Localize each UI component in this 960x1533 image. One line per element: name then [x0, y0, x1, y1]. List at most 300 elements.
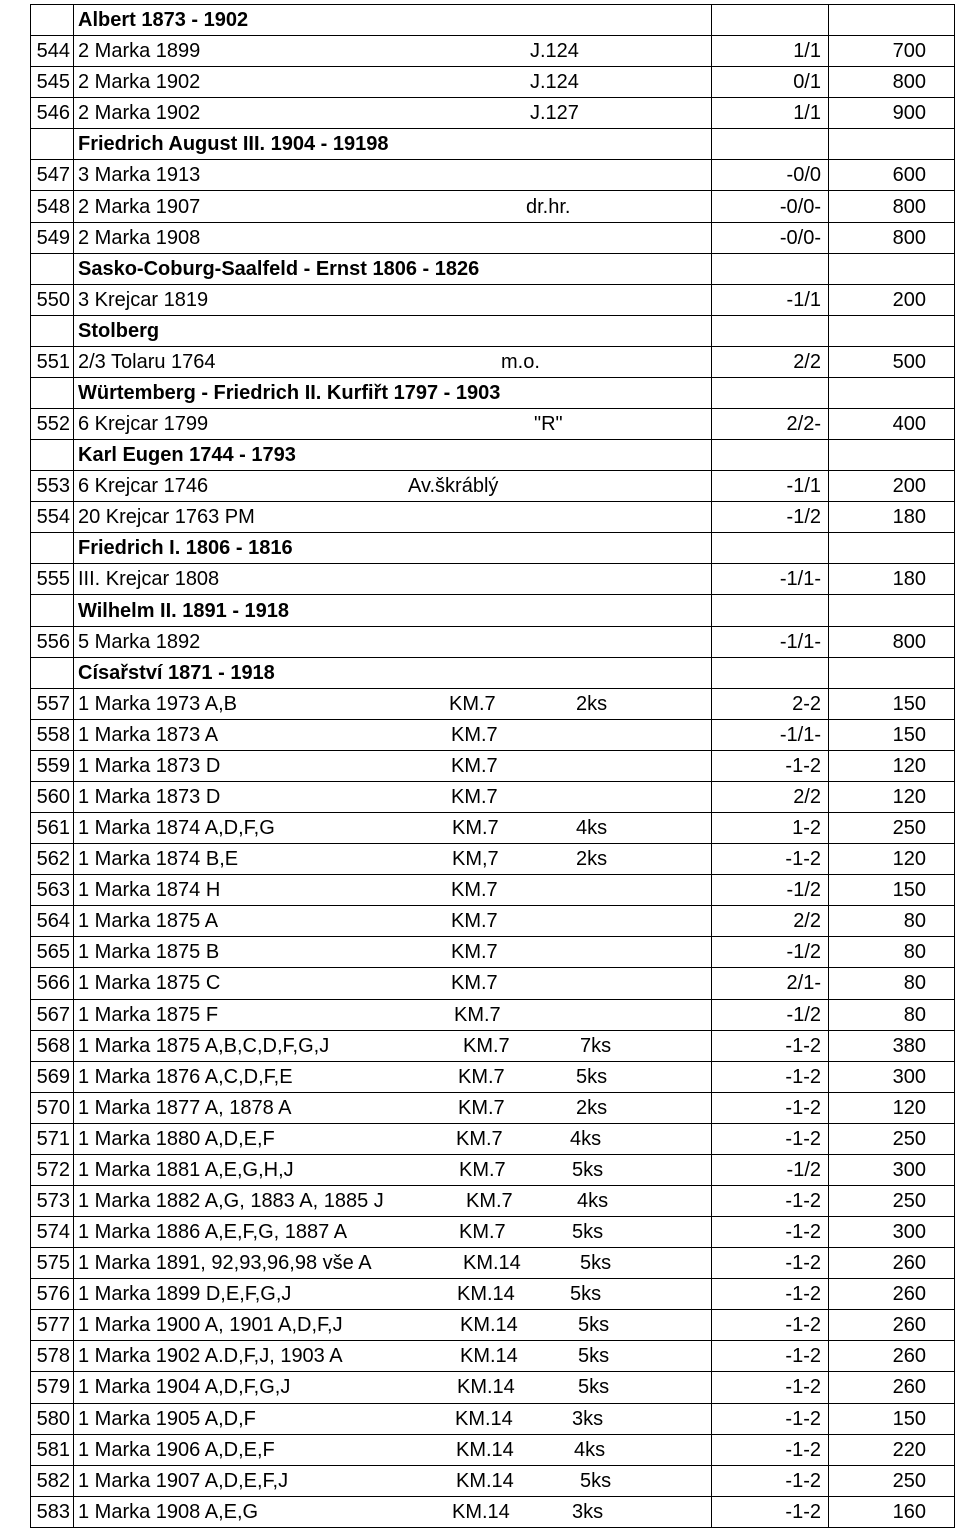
condition-grade: -1/2 [712, 937, 829, 968]
catalog-note: KM.7 [451, 754, 498, 777]
price: 700 [829, 36, 955, 67]
piece-count: 4ks [570, 1127, 602, 1150]
piece-count: 4ks [576, 817, 608, 840]
lot-number: 560 [31, 781, 74, 812]
coin-description: 1 Marka 1875 A,B,C,D,F,G,J [78, 1034, 330, 1057]
lot-number: 562 [31, 844, 74, 875]
coin-description: 1 Marka 1875 C [78, 972, 221, 995]
condition-grade [712, 129, 829, 160]
condition-grade: -1-2 [712, 1248, 829, 1279]
lot-number: 579 [31, 1372, 74, 1403]
description-cell [74, 222, 712, 253]
table-row [31, 67, 955, 98]
price: 800 [829, 626, 955, 657]
coin-description: 1 Marka 1877 A, 1878 A [78, 1096, 292, 1119]
piece-count: 7ks [580, 1034, 612, 1057]
condition-grade: -1-2 [712, 1092, 829, 1123]
section-heading-row [31, 657, 955, 688]
condition-grade: -1-2 [712, 1341, 829, 1372]
catalog-note: KM.7 [458, 1065, 505, 1088]
piece-count: 5ks [572, 1221, 604, 1244]
section-title: Stolberg [78, 319, 160, 342]
catalog-note: J.124 [530, 71, 579, 94]
lot-number: 581 [31, 1434, 74, 1465]
condition-grade: -1-2 [712, 844, 829, 875]
coin-description: 2/3 Tolaru 1764 [78, 350, 216, 373]
lot-number: 578 [31, 1341, 74, 1372]
coin-description: 2 Marka 1902 [78, 71, 201, 94]
price: 900 [829, 98, 955, 129]
description-cell [74, 1185, 712, 1216]
price: 80 [829, 968, 955, 999]
catalog-note: KM.7 [466, 1190, 513, 1212]
price: 120 [829, 1092, 955, 1123]
catalog-note: KM.7 [449, 692, 496, 715]
table-row [31, 1185, 955, 1216]
piece-count: 5ks [580, 1469, 612, 1492]
condition-grade: -1-2 [712, 1123, 829, 1154]
table-row [31, 1434, 955, 1465]
coin-description: 20 Krejcar 1763 PM [78, 506, 255, 529]
condition-grade: -1-2 [712, 1434, 829, 1465]
section-title: Würtemberg - Friedrich II. Kurfiřt 1797 - 1903 [78, 381, 501, 404]
coin-description: 3 Krejcar 1819 [78, 288, 209, 311]
section-title: Albert 1873 - 1902 [78, 9, 249, 32]
description-cell [74, 1434, 712, 1465]
price: 260 [829, 1279, 955, 1310]
coin-description: 2 Marka 1902 [78, 102, 201, 125]
description-cell [74, 657, 712, 688]
coin-description: 1 Marka 1908 A,E,G [78, 1500, 259, 1523]
coin-description: 1 Marka 1891, 92,93,96,98 vše A [78, 1252, 372, 1275]
condition-grade: -1/1 [712, 284, 829, 315]
price: 150 [829, 719, 955, 750]
price: 150 [829, 875, 955, 906]
catalog-note: KM.14 [455, 1407, 513, 1430]
section-title: Karl Eugen 1744 - 1793 [78, 444, 296, 467]
description-cell [74, 315, 712, 346]
price: 300 [829, 1061, 955, 1092]
description-cell [74, 937, 712, 968]
catalog-note: KM.14 [463, 1252, 521, 1275]
catalog-note: KM.14 [452, 1500, 510, 1523]
lot-number: 573 [31, 1185, 74, 1216]
price: 260 [829, 1341, 955, 1372]
lot-number: 552 [31, 409, 74, 440]
lot-number: 564 [31, 906, 74, 937]
price: 160 [829, 1496, 955, 1527]
table-row [31, 160, 955, 191]
description-cell [74, 409, 712, 440]
coin-description: 2 Marka 1907 [78, 195, 201, 218]
piece-count: 2ks [576, 848, 608, 871]
table-row [31, 813, 955, 844]
lot-number: 580 [31, 1403, 74, 1434]
coin-description: 1 Marka 1874 A,D,F,G [78, 817, 275, 840]
description-cell [74, 626, 712, 657]
catalog-note: KM.7 [451, 910, 498, 933]
price: 260 [829, 1248, 955, 1279]
condition-grade: 2/2- [712, 409, 829, 440]
table-row [31, 1092, 955, 1123]
description-cell [74, 1030, 712, 1061]
condition-grade: -1/2 [712, 875, 829, 906]
price [829, 440, 955, 471]
piece-count: 4ks [577, 1190, 609, 1212]
table-row [31, 1248, 955, 1279]
table-row [31, 781, 955, 812]
section-heading-row [31, 5, 955, 36]
condition-grade: -1-2 [712, 1061, 829, 1092]
lot-number [31, 315, 74, 346]
description-cell [74, 968, 712, 999]
lot-number: 576 [31, 1279, 74, 1310]
catalog-note: KM.7 [459, 1221, 506, 1244]
condition-grade: -1-2 [712, 1496, 829, 1527]
piece-count: 5ks [578, 1314, 610, 1337]
condition-grade [712, 253, 829, 284]
table-row [31, 688, 955, 719]
description-cell [74, 533, 712, 564]
catalog-note: KM.14 [460, 1345, 518, 1368]
coin-description: 1 Marka 1873 D [78, 785, 221, 808]
lot-number: 570 [31, 1092, 74, 1123]
lot-number: 556 [31, 626, 74, 657]
price: 80 [829, 999, 955, 1030]
condition-grade: -1/2 [712, 502, 829, 533]
piece-count: 5ks [578, 1345, 610, 1368]
coin-description: 1 Marka 1900 A, 1901 A,D,F,J [78, 1314, 343, 1337]
section-heading-row [31, 440, 955, 471]
description-cell [74, 875, 712, 906]
description-cell [74, 595, 712, 626]
price [829, 315, 955, 346]
coin-description: 1 Marka 1880 A,D,E,F [78, 1127, 275, 1150]
table-row [31, 1154, 955, 1185]
condition-grade [712, 440, 829, 471]
section-title: Wilhelm II. 1891 - 1918 [78, 599, 290, 622]
description-cell [74, 719, 712, 750]
piece-count: 5ks [572, 1158, 604, 1181]
description-cell [74, 67, 712, 98]
price: 80 [829, 906, 955, 937]
description-cell [74, 1465, 712, 1496]
description-cell [74, 1403, 712, 1434]
catalog-note: KM.7 [463, 1034, 510, 1057]
condition-grade: -1/1- [712, 719, 829, 750]
description-cell [74, 999, 712, 1030]
table-row [31, 626, 955, 657]
condition-grade [712, 377, 829, 408]
catalog-note: KM.7 [458, 1096, 505, 1119]
lot-number: 558 [31, 719, 74, 750]
condition-grade: -1/1 [712, 471, 829, 502]
section-title: Císařství 1871 - 1918 [78, 661, 275, 684]
table-row [31, 409, 955, 440]
description-cell [74, 1061, 712, 1092]
coin-description: 1 Marka 1899 D,E,F,G,J [78, 1283, 292, 1306]
price: 300 [829, 1217, 955, 1248]
description-cell [74, 781, 712, 812]
coin-description: 5 Marka 1892 [78, 630, 201, 653]
lot-number: 546 [31, 98, 74, 129]
section-heading-row [31, 377, 955, 408]
description-cell [74, 813, 712, 844]
lot-number: 567 [31, 999, 74, 1030]
coin-description: 6 Krejcar 1746 [78, 475, 209, 498]
price: 300 [829, 1154, 955, 1185]
section-title: Sasko-Coburg-Saalfeld - Ernst 1806 - 1826 [78, 257, 480, 280]
price: 80 [829, 937, 955, 968]
condition-grade: -1-2 [712, 1185, 829, 1216]
condition-grade: 2/2 [712, 346, 829, 377]
price: 800 [829, 222, 955, 253]
condition-grade: -1-2 [712, 1372, 829, 1403]
coin-description: 1 Marka 1886 A,E,F,G, 1887 A [78, 1221, 348, 1244]
coin-description: 1 Marka 1874 B,E [78, 848, 239, 871]
lot-number: 548 [31, 191, 74, 222]
catalog-note: "R" [534, 413, 563, 436]
condition-grade: -1-2 [712, 1217, 829, 1248]
condition-grade: -1-2 [712, 1279, 829, 1310]
coin-description: 1 Marka 1881 A,E,G,H,J [78, 1158, 294, 1181]
piece-count: 5ks [570, 1283, 602, 1306]
condition-grade: -1/1- [712, 564, 829, 595]
table-row [31, 1465, 955, 1496]
condition-grade: 2-2 [712, 688, 829, 719]
lot-number [31, 5, 74, 36]
price: 180 [829, 564, 955, 595]
catalog-note: KM,7 [452, 848, 499, 871]
piece-count: 2ks [576, 692, 608, 715]
coin-description: 1 Marka 1876 A,C,D,F,E [78, 1065, 293, 1088]
description-cell [74, 471, 712, 502]
coin-description: 2 Marka 1908 [78, 226, 201, 249]
price [829, 5, 955, 36]
price: 800 [829, 191, 955, 222]
lot-number: 561 [31, 813, 74, 844]
section-title: Friedrich August III. 1904 - 19198 [78, 133, 389, 156]
lot-number: 549 [31, 222, 74, 253]
price [829, 595, 955, 626]
description-cell [74, 440, 712, 471]
price: 200 [829, 284, 955, 315]
catalog-note: KM.7 [451, 785, 498, 808]
coin-description: 1 Marka 1875 B [78, 941, 220, 964]
lot-number: 563 [31, 875, 74, 906]
description-cell [74, 377, 712, 408]
section-heading-row [31, 595, 955, 626]
lot-number: 572 [31, 1154, 74, 1185]
piece-count: 4ks [574, 1438, 606, 1461]
table-row [31, 1217, 955, 1248]
price [829, 657, 955, 688]
condition-grade: 2/2 [712, 781, 829, 812]
table-row [31, 502, 955, 533]
description-cell [74, 1310, 712, 1341]
catalog-note: KM.7 [451, 723, 498, 746]
table-row [31, 719, 955, 750]
price: 250 [829, 1123, 955, 1154]
condition-grade: 0/1 [712, 67, 829, 98]
lot-number [31, 533, 74, 564]
price [829, 129, 955, 160]
table-row [31, 937, 955, 968]
condition-grade [712, 533, 829, 564]
table-row [31, 346, 955, 377]
coin-description: 2 Marka 1899 [78, 40, 201, 63]
table-row [31, 564, 955, 595]
table-row [31, 1372, 955, 1403]
description-cell [74, 191, 712, 222]
lot-number: 554 [31, 502, 74, 533]
table-row [31, 1403, 955, 1434]
condition-grade: -1/2 [712, 1154, 829, 1185]
catalog-note: KM.7 [452, 817, 499, 840]
price: 260 [829, 1310, 955, 1341]
catalog-note: KM.7 [456, 1127, 503, 1150]
coin-description: 1 Marka 1902 A.D,F,J, 1903 A [78, 1345, 343, 1368]
table-row [31, 284, 955, 315]
lot-number: 569 [31, 1061, 74, 1092]
table-row [31, 222, 955, 253]
lot-number: 582 [31, 1465, 74, 1496]
description-cell [74, 1123, 712, 1154]
price: 800 [829, 67, 955, 98]
lot-number: 550 [31, 284, 74, 315]
catalog-note: dr.hr. [526, 195, 571, 218]
lot-number: 557 [31, 688, 74, 719]
piece-count: 5ks [580, 1252, 612, 1275]
coin-description: 1 Marka 1904 A,D,F,G,J [78, 1376, 291, 1399]
lot-number: 566 [31, 968, 74, 999]
table-row [31, 968, 955, 999]
condition-grade: -0/0- [712, 222, 829, 253]
condition-grade: -1-2 [712, 1030, 829, 1061]
lot-number: 571 [31, 1123, 74, 1154]
description-cell [74, 1341, 712, 1372]
price: 120 [829, 844, 955, 875]
condition-grade: -1-2 [712, 1403, 829, 1434]
table-row [31, 844, 955, 875]
coin-description: 1 Marka 1906 A,D,E,F [78, 1438, 275, 1461]
table-row [31, 906, 955, 937]
price: 120 [829, 781, 955, 812]
price: 220 [829, 1434, 955, 1465]
condition-grade: 2/2 [712, 906, 829, 937]
catalog-note: KM.14 [460, 1314, 518, 1337]
price: 150 [829, 1403, 955, 1434]
description-cell [74, 1154, 712, 1185]
lot-number: 559 [31, 750, 74, 781]
coin-description: 1 Marka 1874 H [78, 879, 221, 902]
price [829, 253, 955, 284]
lot-number: 583 [31, 1496, 74, 1527]
lot-number: 575 [31, 1248, 74, 1279]
description-cell [74, 346, 712, 377]
price: 380 [829, 1030, 955, 1061]
lot-number: 574 [31, 1217, 74, 1248]
description-cell [74, 1248, 712, 1279]
lot-number: 547 [31, 160, 74, 191]
condition-grade: -1/2 [712, 999, 829, 1030]
condition-grade: -0/0 [712, 160, 829, 191]
table-row [31, 1123, 955, 1154]
lot-number [31, 657, 74, 688]
catalog-note: KM.7 [451, 879, 498, 902]
condition-grade: 1/1 [712, 36, 829, 67]
coin-description: 1 Marka 1907 A,D,E,F,J [78, 1469, 289, 1492]
condition-grade: 1/1 [712, 98, 829, 129]
table-row [31, 1279, 955, 1310]
description-cell [74, 1217, 712, 1248]
catalog-note: KM.7 [459, 1158, 506, 1181]
table-row [31, 1061, 955, 1092]
catalog-note: KM.14 [457, 1376, 515, 1399]
condition-grade: -1-2 [712, 1310, 829, 1341]
condition-grade: -0/0- [712, 191, 829, 222]
catalog-body [31, 5, 955, 1528]
price: 600 [829, 160, 955, 191]
lot-number: 551 [31, 346, 74, 377]
catalog-note: J.127 [530, 102, 579, 125]
price: 260 [829, 1372, 955, 1403]
coin-catalog-table [30, 4, 955, 1528]
description-cell [74, 253, 712, 284]
condition-grade: 1-2 [712, 813, 829, 844]
coin-description: 6 Krejcar 1799 [78, 413, 209, 436]
lot-number: 565 [31, 937, 74, 968]
piece-count: 2ks [576, 1096, 608, 1119]
lot-number: 545 [31, 67, 74, 98]
piece-count: 5ks [578, 1376, 610, 1399]
catalog-note: KM.7 [454, 1003, 501, 1026]
coin-description: 1 Marka 1973 A,B [78, 692, 237, 715]
description-cell [74, 284, 712, 315]
piece-count: 5ks [576, 1065, 608, 1088]
condition-grade [712, 315, 829, 346]
price: 180 [829, 502, 955, 533]
description-cell [74, 906, 712, 937]
lot-number: 544 [31, 36, 74, 67]
price: 150 [829, 688, 955, 719]
coin-description: 1 Marka 1875 F [78, 1003, 219, 1026]
piece-count: 3ks [572, 1500, 604, 1523]
coin-description: 3 Marka 1913 [78, 164, 201, 187]
catalog-note: Av.škráblý [408, 475, 499, 498]
description-cell [74, 129, 712, 160]
lot-number [31, 129, 74, 160]
catalog-note: m.o. [501, 350, 540, 373]
section-heading-row [31, 533, 955, 564]
condition-grade [712, 657, 829, 688]
table-row [31, 471, 955, 502]
description-cell [74, 1496, 712, 1527]
description-cell [74, 98, 712, 129]
description-cell [74, 36, 712, 67]
description-cell [74, 160, 712, 191]
lot-number: 568 [31, 1030, 74, 1061]
coin-description: 1 Marka 1882 A,G, 1883 A, 1885 J [78, 1190, 384, 1212]
coin-description: 1 Marka 1873 D [78, 754, 221, 777]
price [829, 533, 955, 564]
description-cell [74, 1092, 712, 1123]
lot-number: 577 [31, 1310, 74, 1341]
description-cell [74, 502, 712, 533]
description-cell [74, 1372, 712, 1403]
price: 250 [829, 1465, 955, 1496]
condition-grade: -1-2 [712, 1465, 829, 1496]
